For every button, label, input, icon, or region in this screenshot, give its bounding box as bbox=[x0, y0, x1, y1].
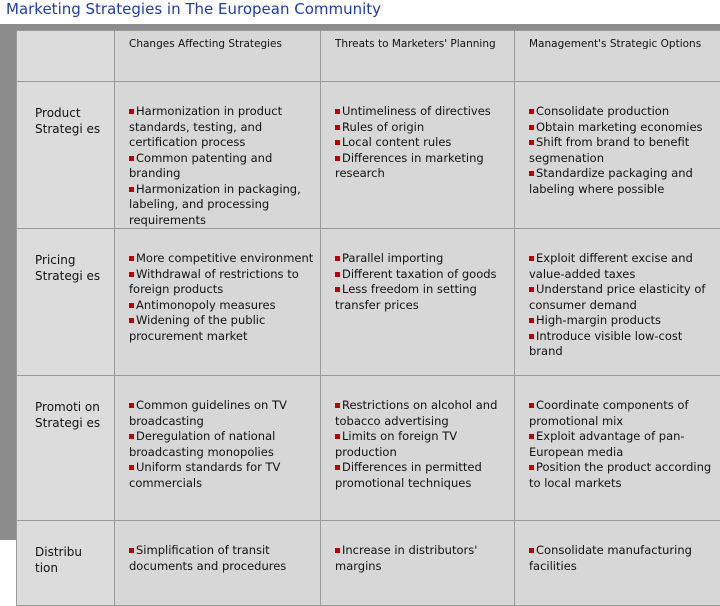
bullet-text: Consolidate production bbox=[536, 104, 669, 118]
bullet-item bbox=[529, 104, 714, 120]
bullet-text: Parallel importing bbox=[342, 251, 443, 265]
red-square-bullet-icon bbox=[529, 465, 534, 470]
red-square-bullet-icon bbox=[335, 125, 340, 130]
red-square-bullet-icon bbox=[335, 256, 340, 261]
red-square-bullet-icon bbox=[335, 109, 340, 114]
bullet-text: Exploit advantage of pan-European media bbox=[529, 429, 685, 459]
bullet-item bbox=[335, 104, 508, 120]
bullet-text: Coordinate components of promotional mix bbox=[529, 398, 689, 428]
bullet-item bbox=[129, 251, 314, 267]
row-label-distribution: Distribu tion bbox=[17, 521, 115, 606]
red-square-bullet-icon bbox=[129, 434, 134, 439]
bullet-text: Exploit different excise and value-added taxes bbox=[529, 251, 693, 281]
bullet-item bbox=[129, 298, 314, 314]
red-square-bullet-icon bbox=[335, 403, 340, 408]
bullet-item bbox=[529, 329, 714, 360]
changes-cell bbox=[115, 521, 321, 606]
bullet-item bbox=[335, 135, 508, 151]
table-row bbox=[17, 521, 720, 606]
threats-cell bbox=[321, 376, 515, 521]
row-label-product: Product Strategi es bbox=[17, 82, 115, 229]
bullet-text: Standardize packaging and labeling where possible bbox=[529, 166, 693, 196]
red-square-bullet-icon bbox=[335, 140, 340, 145]
bullet-text: Introduce visible low-cost brand bbox=[529, 329, 682, 359]
bullet-text: Harmonization in packaging, labeling, and processing requirements bbox=[129, 182, 301, 227]
bullet-item bbox=[529, 120, 714, 136]
bullet-text: Differences in marketing research bbox=[335, 151, 484, 181]
bullet-text: Differences in permitted promotional techniques bbox=[335, 460, 482, 490]
changes-cell bbox=[115, 376, 321, 521]
bullet-text: Different taxation of goods bbox=[342, 267, 497, 281]
bullet-text: Deregulation of national broadcasting monopolies bbox=[129, 429, 275, 459]
threats-cell bbox=[321, 229, 515, 376]
bullet-item bbox=[529, 166, 714, 197]
red-square-bullet-icon bbox=[335, 465, 340, 470]
bullet-item bbox=[129, 267, 314, 298]
bullet-text: Restrictions on alcohol and tobacco advertising bbox=[335, 398, 497, 428]
threats-cell bbox=[321, 521, 515, 606]
row-label-promotion: Promoti on Strategi es bbox=[17, 376, 115, 521]
bullet-item bbox=[529, 398, 714, 429]
bullet-item bbox=[529, 543, 714, 574]
bullet-text: Untimeliness of directives bbox=[342, 104, 491, 118]
red-square-bullet-icon bbox=[335, 156, 340, 161]
bullet-text: Common guidelines on TV broadcasting bbox=[129, 398, 287, 428]
red-square-bullet-icon bbox=[529, 334, 534, 339]
bullet-item bbox=[335, 429, 508, 460]
bullet-text: More competitive environment bbox=[136, 251, 313, 265]
bullet-text: Rules of origin bbox=[342, 120, 424, 134]
bullet-item bbox=[335, 398, 508, 429]
red-square-bullet-icon bbox=[129, 465, 134, 470]
bullet-text: Position the product according to local markets bbox=[529, 460, 711, 490]
red-square-bullet-icon bbox=[529, 140, 534, 145]
red-square-bullet-icon bbox=[335, 548, 340, 553]
header-changes: Changes Affecting Strategies bbox=[115, 31, 321, 82]
table-row bbox=[17, 82, 720, 229]
red-square-bullet-icon bbox=[129, 548, 134, 553]
bullet-item bbox=[335, 282, 508, 313]
bullet-item bbox=[335, 151, 508, 182]
table-row bbox=[17, 229, 720, 376]
header-threats: Threats to Marketers' Planning bbox=[321, 31, 515, 82]
red-square-bullet-icon bbox=[529, 434, 534, 439]
bullet-text: High-margin products bbox=[536, 313, 661, 327]
bullet-item bbox=[335, 267, 508, 283]
options-cell bbox=[515, 229, 720, 376]
strategy-table bbox=[16, 30, 720, 606]
red-square-bullet-icon bbox=[129, 187, 134, 192]
options-cell bbox=[515, 521, 720, 606]
bullet-text: Withdrawal of restrictions to foreign products bbox=[129, 267, 299, 297]
red-square-bullet-icon bbox=[129, 256, 134, 261]
bullet-item bbox=[529, 251, 714, 282]
header-row bbox=[17, 31, 720, 82]
bullet-text: Shift from brand to benefit segmenation bbox=[529, 135, 689, 165]
red-square-bullet-icon bbox=[129, 303, 134, 308]
bullet-text: Less freedom in setting transfer prices bbox=[335, 282, 477, 312]
page-title: Marketing Strategies in The European Community bbox=[6, 0, 381, 20]
bullet-item bbox=[129, 543, 314, 574]
bullet-item bbox=[129, 429, 314, 460]
red-square-bullet-icon bbox=[129, 403, 134, 408]
bullet-text: Harmonization in product standards, testing, and certification process bbox=[129, 104, 282, 149]
bullet-text: Antimonopoly measures bbox=[136, 298, 276, 312]
bullet-item bbox=[129, 398, 314, 429]
options-cell bbox=[515, 82, 720, 229]
red-square-bullet-icon bbox=[529, 125, 534, 130]
bullet-text: Common patenting and branding bbox=[129, 151, 272, 181]
bullet-item bbox=[129, 182, 314, 229]
bullet-text: Widening of the public procurement market bbox=[129, 313, 265, 343]
bullet-item bbox=[129, 104, 314, 151]
red-square-bullet-icon bbox=[335, 272, 340, 277]
bullet-item bbox=[529, 135, 714, 166]
bullet-item bbox=[529, 429, 714, 460]
bullet-item bbox=[129, 460, 314, 491]
changes-cell bbox=[115, 82, 321, 229]
red-square-bullet-icon bbox=[529, 403, 534, 408]
options-cell bbox=[515, 376, 720, 521]
bullet-item bbox=[129, 313, 314, 344]
red-square-bullet-icon bbox=[129, 156, 134, 161]
red-square-bullet-icon bbox=[529, 318, 534, 323]
red-square-bullet-icon bbox=[335, 434, 340, 439]
bullet-item bbox=[129, 151, 314, 182]
red-square-bullet-icon bbox=[529, 256, 534, 261]
bullet-item bbox=[335, 251, 508, 267]
bullet-item bbox=[529, 460, 714, 491]
red-square-bullet-icon bbox=[529, 171, 534, 176]
bullet-item bbox=[335, 120, 508, 136]
table-row bbox=[17, 376, 720, 521]
bullet-text: Uniform standards for TV commercials bbox=[129, 460, 280, 490]
bullet-item bbox=[335, 460, 508, 491]
red-square-bullet-icon bbox=[335, 287, 340, 292]
corner-cell bbox=[17, 31, 115, 82]
bullet-text: Local content rules bbox=[342, 135, 451, 149]
red-square-bullet-icon bbox=[129, 272, 134, 277]
red-square-bullet-icon bbox=[529, 109, 534, 114]
red-square-bullet-icon bbox=[529, 548, 534, 553]
bullet-item bbox=[335, 543, 508, 574]
red-square-bullet-icon bbox=[129, 109, 134, 114]
red-square-bullet-icon bbox=[529, 287, 534, 292]
threats-cell bbox=[321, 82, 515, 229]
red-square-bullet-icon bbox=[129, 318, 134, 323]
bullet-text: Obtain marketing economies bbox=[536, 120, 703, 134]
bullet-text: Consolidate manufacturing facilities bbox=[529, 543, 692, 573]
bullet-text: Limits on foreign TV production bbox=[335, 429, 457, 459]
bullet-text: Understand price elasticity of consumer demand bbox=[529, 282, 705, 312]
bullet-item bbox=[529, 282, 714, 313]
bullet-text: Increase in distributors' margins bbox=[335, 543, 477, 573]
bullet-item bbox=[529, 313, 714, 329]
header-options: Management's Strategic Options bbox=[515, 31, 720, 82]
row-label-pricing: Pricing Strategi es bbox=[17, 229, 115, 376]
changes-cell bbox=[115, 229, 321, 376]
bullet-text: Simplification of transit documents and procedures bbox=[129, 543, 286, 573]
